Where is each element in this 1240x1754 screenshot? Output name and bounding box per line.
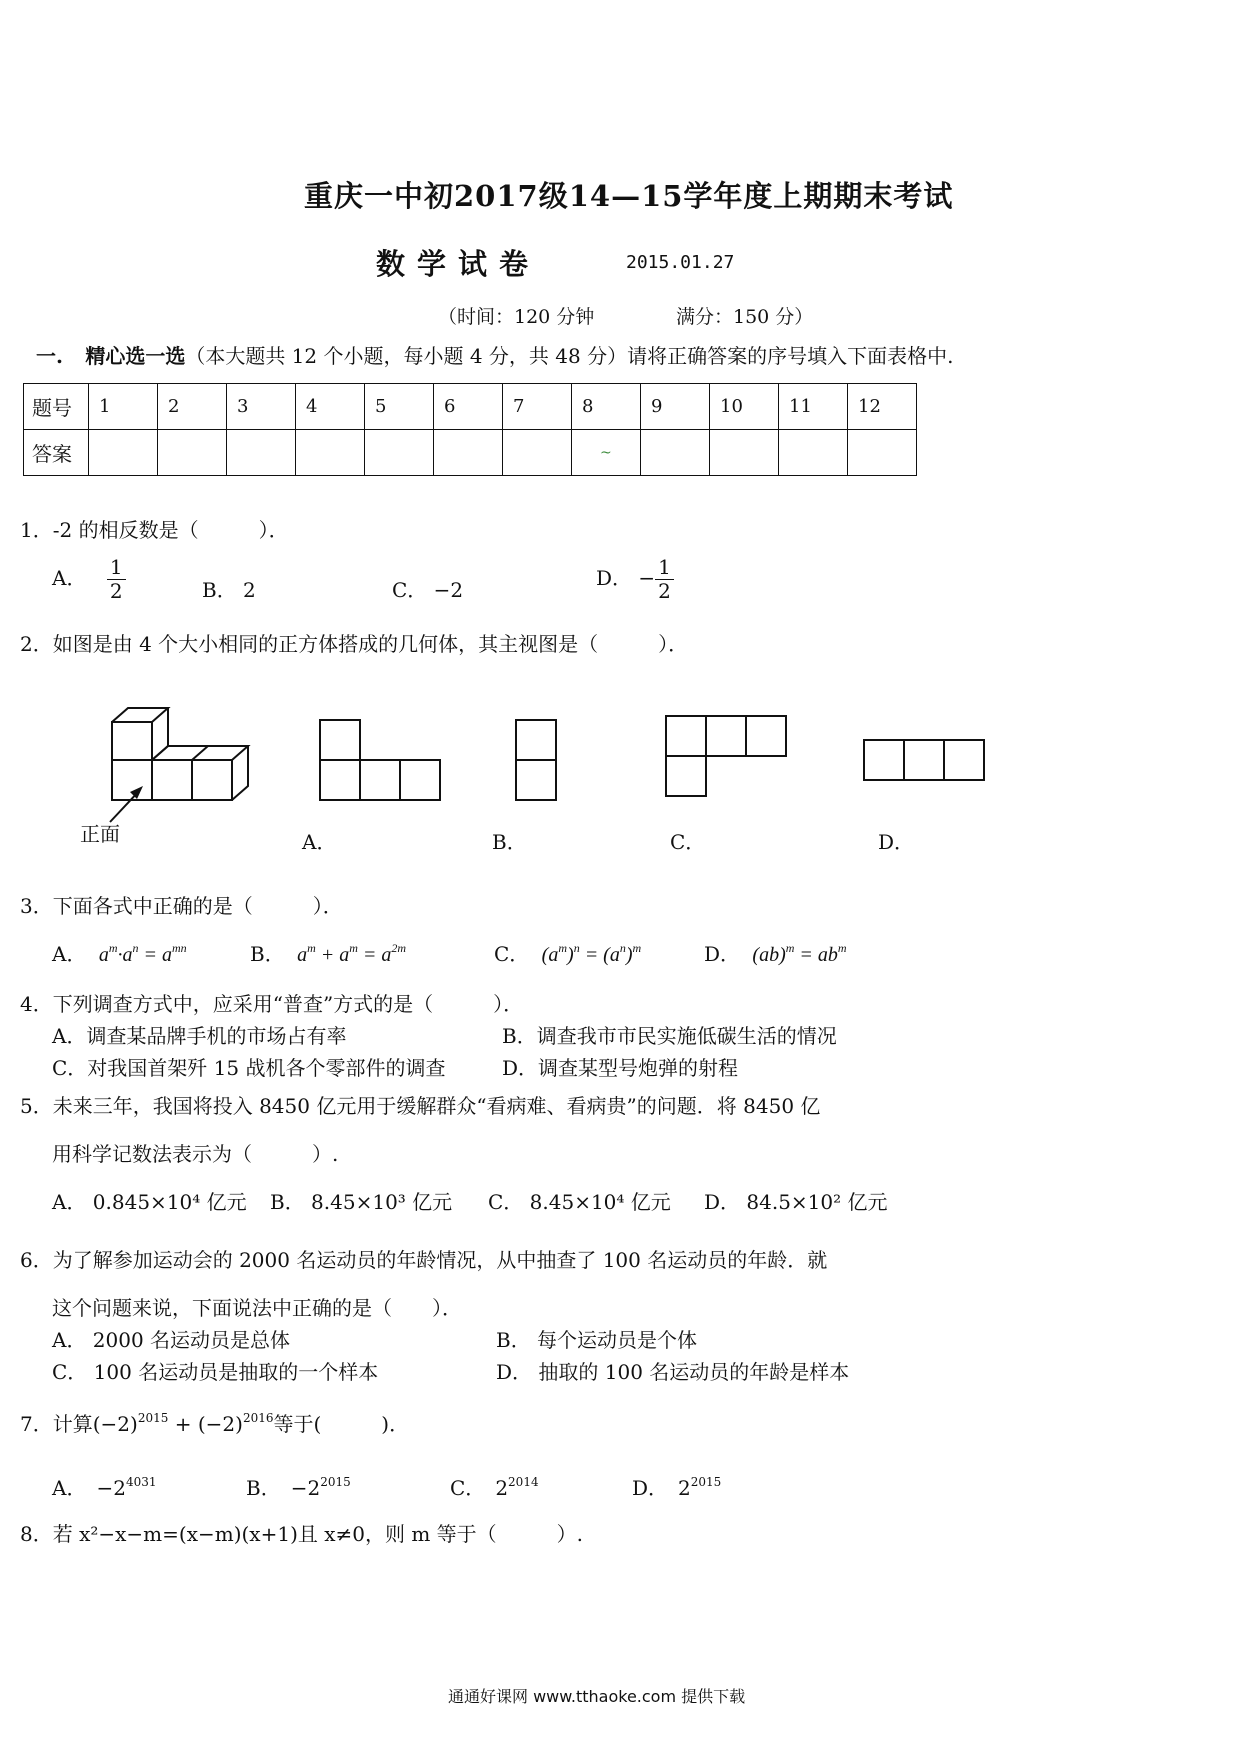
question-6-stem-line-1: 6．为了解参加运动会的 2000 名运动员的年龄情况，从中抽查了 100 名运动员的年龄．就 <box>20 1248 828 1272</box>
question-3-option-b <box>250 938 406 967</box>
score-info: 满分：150 分） <box>676 306 814 328</box>
question-6-option-c: C． 100 名运动员是抽取的一个样本 <box>52 1360 379 1384</box>
question-4-option-d: D．调查某型号炮弹的射程 <box>502 1056 739 1080</box>
table-cell: 12 <box>848 384 917 430</box>
table-cell: 1 <box>89 384 158 430</box>
question-5-option-b: B． 8.45×10³ 亿元 <box>270 1190 453 1214</box>
footer-text: 通通好课网 www.tthaoke.com 提供下载 <box>448 1687 746 1706</box>
table-cell: 10 <box>710 384 779 430</box>
question-2-option-a: A． <box>302 830 337 854</box>
answer-table-answer-row <box>24 430 917 476</box>
formula: $(ab)^m = ab^m$ <box>752 941 847 966</box>
option-label: A． <box>52 942 87 966</box>
question-5-option-a: A． 0.845×10⁴ 亿元 <box>52 1190 247 1214</box>
question-7-tail: 等于( )． <box>273 1412 410 1436</box>
table-cell: 7 <box>503 384 572 430</box>
answer-table-number-row <box>24 384 917 430</box>
question-6-option-b: B． 每个运动员是个体 <box>496 1328 698 1352</box>
question-4-option-b: B．调查我市市民实施低碳生活的情况 <box>502 1024 837 1048</box>
answer-cell[interactable] <box>89 430 158 476</box>
answer-cell[interactable] <box>503 430 572 476</box>
question-3-option-c <box>494 938 641 967</box>
question-4-stem: 4．下列调查方式中，应采用“普查”方式的是（ ）． <box>20 992 524 1016</box>
question-3-stem: 3．下面各式中正确的是（ ）． <box>20 894 343 918</box>
answer-cell[interactable] <box>365 430 434 476</box>
question-7-option-d <box>632 1472 721 1501</box>
question-3-option-d <box>704 938 847 967</box>
question-1-option-b: B． 2 <box>202 578 256 602</box>
answer-table <box>23 383 917 476</box>
question-1-stem: 1．-2 的相反数是（ ）． <box>20 518 289 542</box>
denominator: 2 <box>109 579 123 603</box>
option-b-view <box>514 718 560 804</box>
row-label-answer: 答案 <box>24 430 89 476</box>
formula: $(a^m)^n = (a^n)^m$ <box>541 941 642 966</box>
question-6-option-a: A． 2000 名运动员是总体 <box>52 1328 291 1352</box>
option-label: D． <box>632 1476 669 1500</box>
table-cell: 5 <box>365 384 434 430</box>
question-2-option-d: D． <box>878 830 915 854</box>
option-d-view <box>862 738 986 784</box>
question-4-option-c: C．对我国首架歼 15 战机各个零部件的调查 <box>52 1056 446 1080</box>
answer-cell[interactable] <box>779 430 848 476</box>
question-7-stem <box>20 1408 409 1437</box>
question-7-label: 7．计算 <box>20 1412 93 1436</box>
option-label: B． <box>246 1476 281 1500</box>
question-2-option-c: C． <box>670 830 706 854</box>
option-label: A． <box>52 566 87 590</box>
question-1-option-d <box>596 556 674 603</box>
fraction <box>107 556 126 603</box>
answer-cell[interactable] <box>227 430 296 476</box>
exam-date: 2015.01.27 <box>626 252 735 273</box>
question-2-stem: 2．如图是由 4 个大小相同的正方体搭成的几何体，其主视图是（ ）． <box>20 632 689 656</box>
row-label-number: 题号 <box>24 384 89 430</box>
question-5-option-d: D． 84.5×10² 亿元 <box>704 1190 888 1214</box>
answer-cell[interactable] <box>296 430 365 476</box>
table-cell: 8 <box>572 384 641 430</box>
front-label: 正面 <box>80 822 120 846</box>
option-a-view <box>318 718 442 804</box>
formula: $a^m + a^m = a^{2m}$ <box>297 941 407 966</box>
question-6-option-d: D． 抽取的 100 名运动员的年龄是样本 <box>496 1360 850 1384</box>
answer-cell[interactable] <box>710 430 779 476</box>
formula: $-2^{2015}$ <box>290 1475 351 1500</box>
table-cell: 9 <box>641 384 710 430</box>
numerator: 1 <box>107 556 126 580</box>
option-label: C． <box>494 942 530 966</box>
denominator: 2 <box>658 579 671 603</box>
table-cell: 3 <box>227 384 296 430</box>
question-5-stem-line-1: 5．未来三年，我国将投入 8450 亿元用于缓解群众“看病难、看病贵”的问题．将 8450 亿 <box>20 1094 821 1118</box>
question-4-option-a: A．调查某品牌手机的市场占有率 <box>52 1024 347 1048</box>
exam-title: 重庆一中初2017级14—15学年度上期期末考试 <box>304 179 954 213</box>
fraction <box>655 556 674 603</box>
numerator: 1 <box>655 556 674 580</box>
question-7-option-a <box>52 1472 156 1501</box>
option-label: A． <box>52 1476 87 1500</box>
question-1-option-c: C． −2 <box>392 578 464 602</box>
section-number: 一. <box>36 344 63 368</box>
exam-subtitle: 数学试卷 <box>376 247 541 281</box>
option-label: D． <box>704 942 741 966</box>
table-cell: 2 <box>158 384 227 430</box>
option-label: D． − <box>596 566 656 590</box>
answer-cell[interactable] <box>848 430 917 476</box>
answer-cell[interactable]: ~ <box>572 430 641 476</box>
table-cell: 4 <box>296 384 365 430</box>
question-7-option-b <box>246 1472 351 1501</box>
question-5-option-c: C． 8.45×10⁴ 亿元 <box>488 1190 671 1214</box>
time-info: （时间：120 分钟 <box>438 306 595 328</box>
question-6-stem-line-2: 这个问题来说，下面说法中正确的是（ ）． <box>52 1296 462 1320</box>
formula: $2^{2014}$ <box>495 1475 539 1500</box>
option-label: B． <box>250 942 285 966</box>
question-3-option-a <box>52 938 187 967</box>
formula: $(-2)^{2015} + (-2)^{2016}$ <box>92 1411 274 1436</box>
question-5-stem-line-2: 用科学记数法表示为（ ）. <box>52 1142 339 1166</box>
question-8-stem: 8．若 x²−x−m=(x−m)(x+1)且 x≠0，则 m 等于（ ）. <box>20 1522 584 1546</box>
answer-cell[interactable] <box>158 430 227 476</box>
formula: $2^{2015}$ <box>678 1475 722 1500</box>
option-c-view <box>664 714 788 800</box>
answer-cell[interactable] <box>434 430 503 476</box>
option-label: C． <box>450 1476 486 1500</box>
table-cell: 6 <box>434 384 503 430</box>
section-name: 精心选一选 <box>85 344 186 368</box>
formula: $a^m\cdot a^n = a^{mn}$ <box>98 941 187 966</box>
answer-cell[interactable] <box>641 430 710 476</box>
formula: $-2^{4031}$ <box>96 1475 157 1500</box>
question-7-option-c <box>450 1472 539 1501</box>
table-cell: 11 <box>779 384 848 430</box>
section-desc: （本大题共 12 个小题，每小题 4 分，共 48 分）请将正确答案的序号填入下面表格中. <box>185 344 954 368</box>
section-heading <box>36 340 953 369</box>
question-1-option-a <box>52 556 126 603</box>
question-2-option-b: B． <box>492 830 527 854</box>
